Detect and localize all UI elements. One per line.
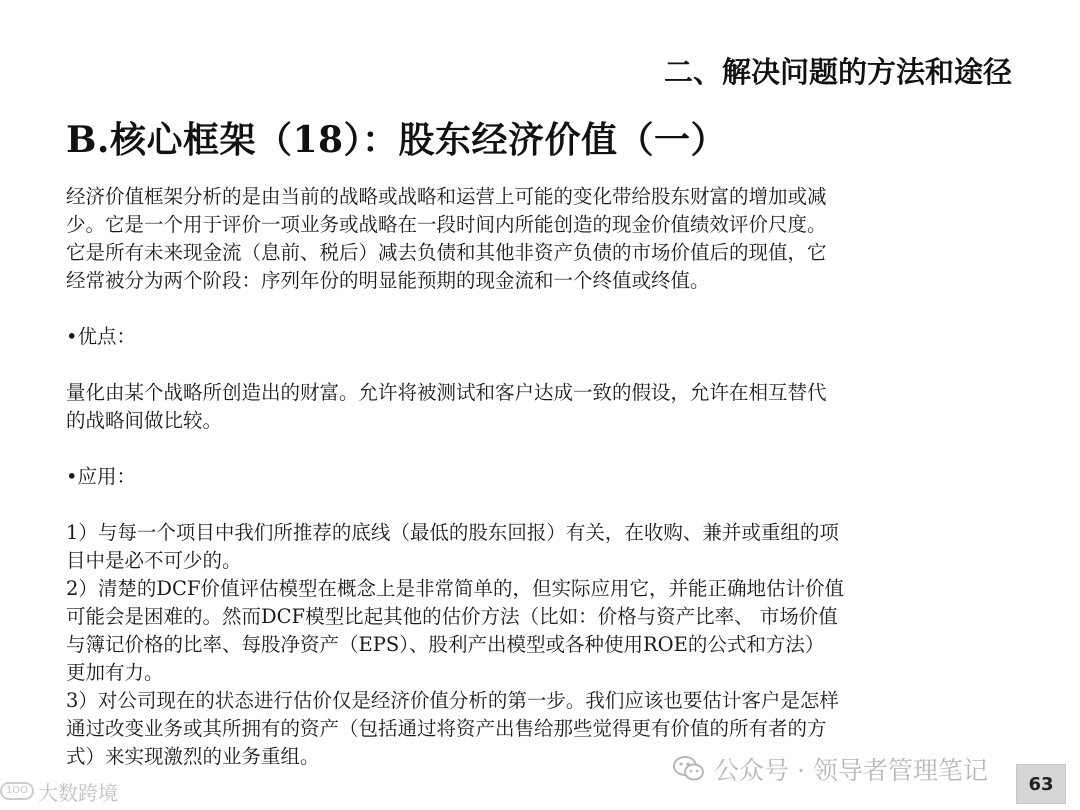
advantages-line: 量化由某个战略所创造出的财富。允许将被测试和客户达成一致的假设，允许在相互替代 [66, 381, 827, 404]
advantages-heading: •优点： [66, 325, 137, 348]
applications-line: 可能会是困难的。然而DCF模型比起其他的估价方法（比如：价格与资产比率、 市场价值 [66, 605, 838, 628]
brand-watermark-text: 大数跨境 [38, 780, 118, 805]
intro-line: 经常被分为两个阶段：序列年份的明显能预期的现金流和一个终值或终值。 [66, 269, 710, 292]
account-watermark-text: 公众号 · 领导者管理笔记 [714, 756, 988, 785]
intro-line: 经济价值框架分析的是由当前的战略或战略和运营上可能的变化带给股东财富的增加或减 [66, 185, 827, 208]
brand-logo-icon: 1OO [0, 782, 34, 800]
intro-line: 少。它是一个用于评价一项业务或战略在一段时间内所能创造的现金价值绩效评价尺度。 [66, 213, 827, 236]
section-heading: 二、解决问题的方法和途径 [663, 55, 1012, 89]
applications-line: 目中是必不可少的。 [66, 549, 242, 572]
applications-line: 更加有力。 [66, 661, 164, 684]
applications-line: 2）清楚的DCF价值评估模型在概念上是非常简单的，但实际应用它，并能正确地估计价值 [66, 577, 844, 600]
applications-line: 1）与每一个项目中我们所推荐的底线（最低的股东回报）有关，在收购、兼并或重组的项 [66, 521, 839, 544]
wechat-icon [672, 754, 706, 784]
applications-heading: •应用： [66, 465, 137, 488]
advantages-line: 的战略间做比较。 [66, 409, 223, 432]
brand-watermark [0, 776, 150, 806]
slide-content [66, 183, 1026, 771]
applications-line: 式）来实现激烈的业务重组。 [66, 745, 320, 768]
applications-line: 3）对公司现在的状态进行估价仅是经济价值分析的第一步。我们应该也要估计客户是怎样 [66, 689, 839, 712]
page-number: 63 [1016, 764, 1066, 804]
intro-line: 它是所有未来现金流（息前、税后）减去负债和其他非资产负债的市场价值后的现值，它 [66, 241, 827, 264]
applications-line: 与簿记价格的比率、每股净资产（EPS）、股利产出模型或各种使用ROE的公式和方法） [66, 633, 825, 656]
applications-line: 通过改变业务或其所拥有的资产（包括通过将资产出售给那些觉得更有价值的所有者的方 [66, 717, 827, 740]
account-watermark [672, 752, 988, 786]
slide-title: B.核心框架（18）：股东经济价值（一） [66, 119, 728, 161]
